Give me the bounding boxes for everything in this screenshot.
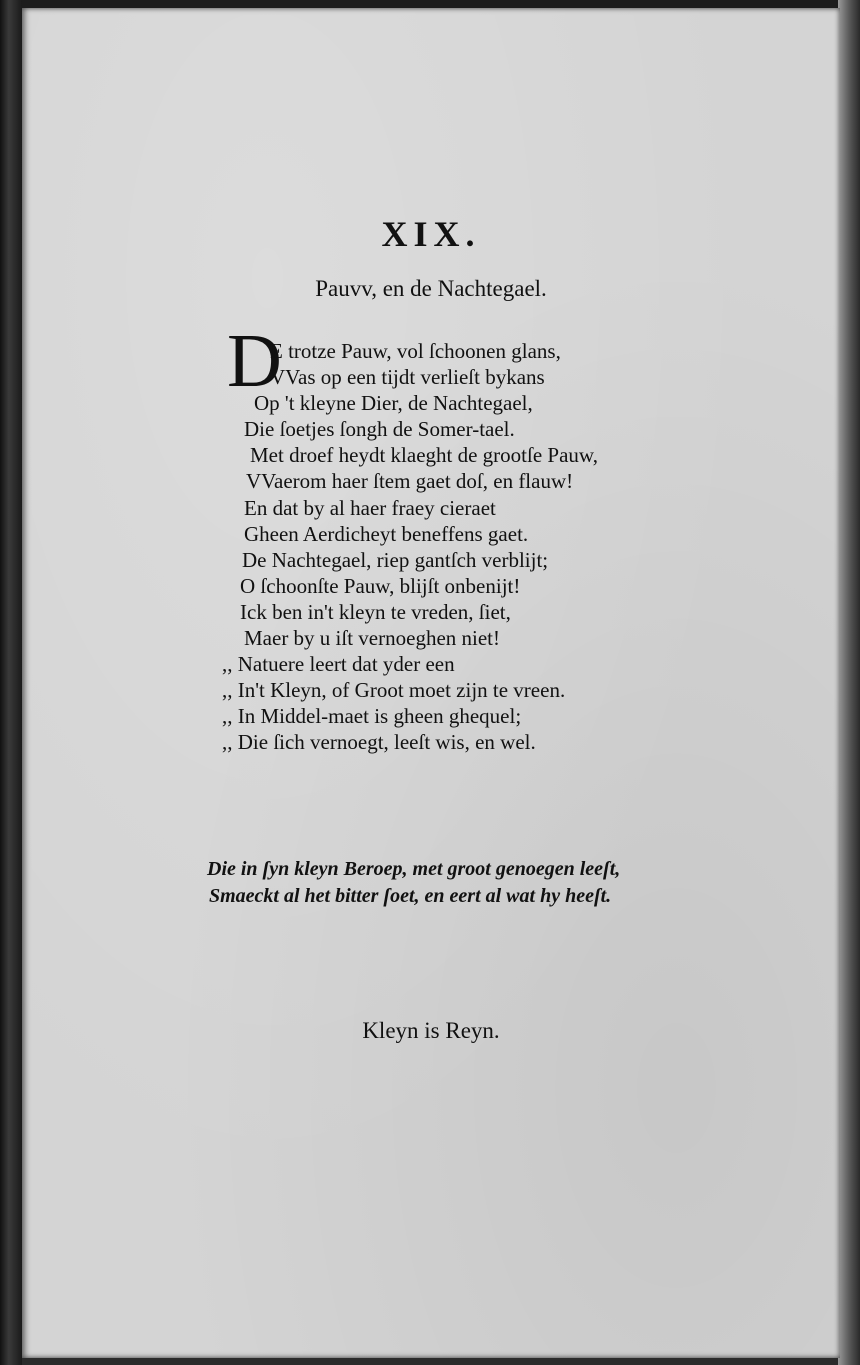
poem-line: O ſchoonſte Pauw, blijſt onbenijt! bbox=[240, 573, 521, 598]
poem-line: ,, Die ſich vernoegt, leeſt wis, en wel. bbox=[222, 730, 536, 755]
motto: Kleyn is Reyn. bbox=[362, 1018, 500, 1043]
poem-line: Met droef heydt klaeght de grootſe Pauw, bbox=[250, 443, 598, 468]
poem-line: Ick ben in't kleyn te vreden, ſiet, bbox=[240, 599, 511, 624]
poem-line: E trotze Pauw, vol ſchoonen glans, bbox=[270, 339, 561, 363]
moral-couplet bbox=[207, 856, 667, 910]
poem-line: Gheen Aerdicheyt beneffens gaet. bbox=[244, 521, 529, 546]
book-spine bbox=[0, 0, 22, 1365]
book-page bbox=[22, 8, 840, 1358]
poem-line: Die ſoetjes ſongh de Somer-tael. bbox=[244, 417, 515, 442]
poem-line: Maer by u iſt vernoeghen niet! bbox=[244, 626, 500, 651]
poem-line: ,, In Middel-maet is gheen ghequel; bbox=[222, 704, 522, 729]
drop-cap: D bbox=[227, 319, 282, 403]
chapter-numeral: XIX. bbox=[381, 214, 481, 254]
poem-stanza bbox=[222, 338, 662, 756]
fable-title: Pauvv, en de Nachtegael. bbox=[315, 276, 547, 301]
moral-line: Die in ſyn kleyn Beroep, met groot genoegen leeſt, bbox=[207, 858, 621, 880]
poem-line: En dat by al haer fraey cieraet bbox=[244, 495, 496, 520]
moral-line: Smaeckt al het bitter ſoet, en eert al wat hy heeſt. bbox=[209, 885, 612, 907]
poem-line: VVas op een tijdt verlieſt bykans bbox=[270, 365, 545, 390]
poem-line: VVaerom haer ſtem gaet doſ, en flauw! bbox=[246, 469, 574, 494]
poem-line: ,, Natuere leert dat yder een bbox=[222, 652, 455, 677]
poem-line: Op 't kleyne Dier, de Nachtegael, bbox=[254, 391, 533, 416]
poem-line: De Nachtegael, riep gantſch verblijt; bbox=[242, 547, 549, 572]
poem-line: ,, In't Kleyn, of Groot moet zijn te vreen. bbox=[222, 678, 566, 703]
page-fore-edge bbox=[838, 0, 860, 1365]
